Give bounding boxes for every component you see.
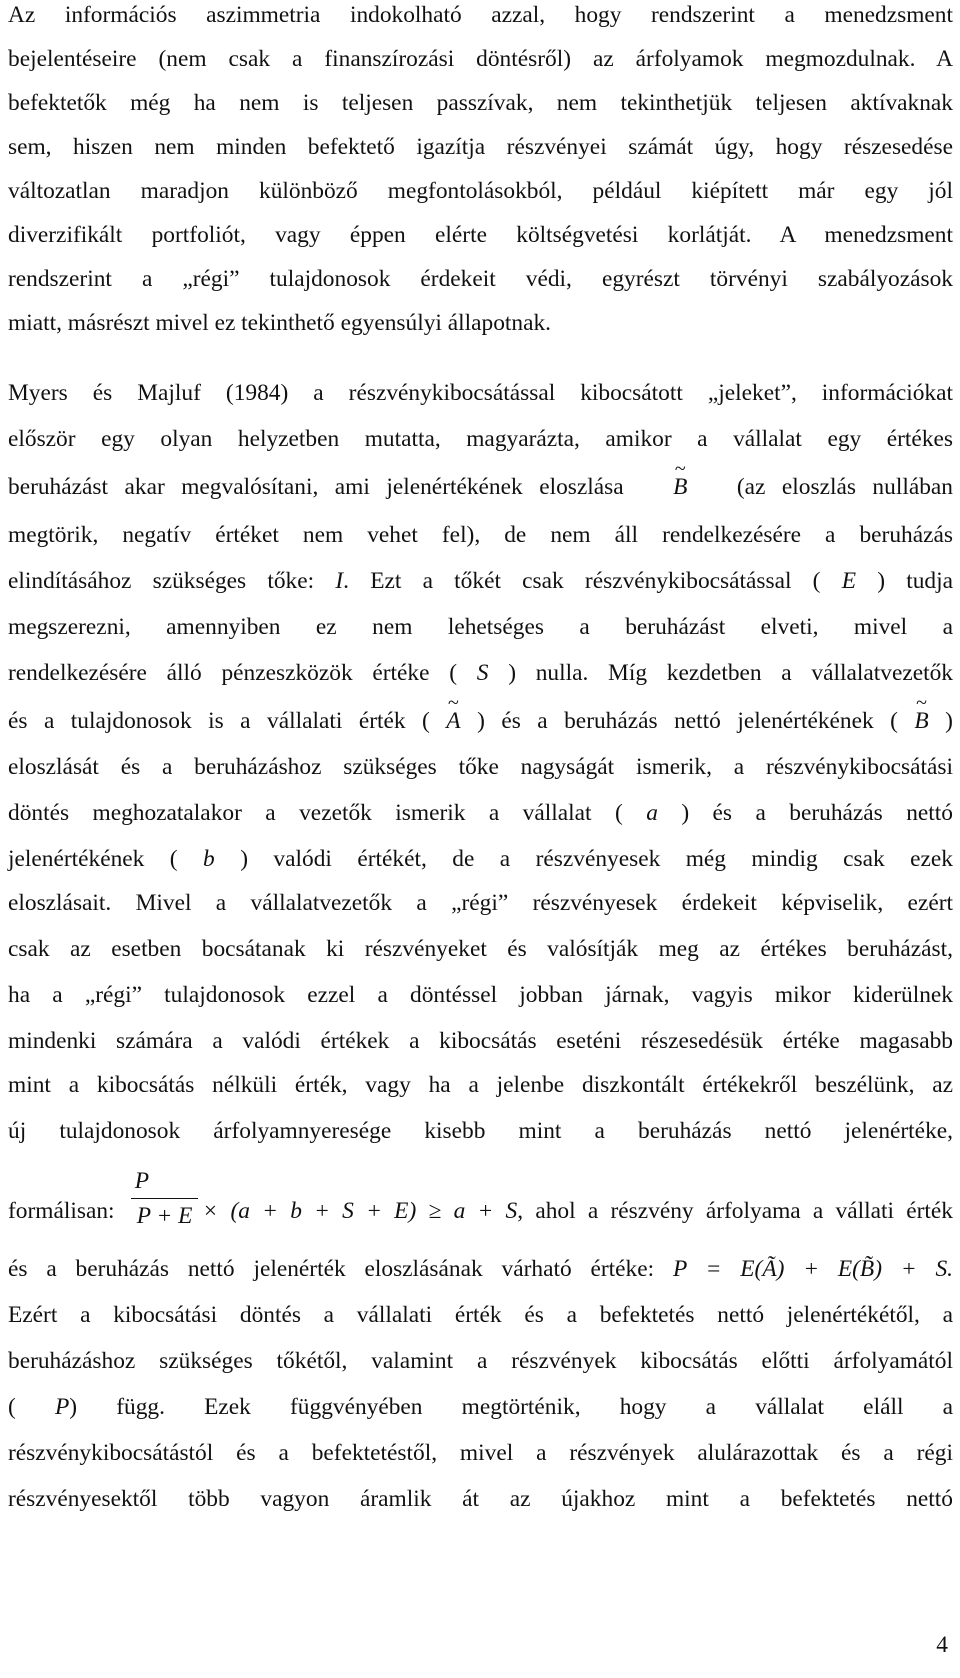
text-line: befektetők még ha nem is teljesen passzívak, nem tekinthetjük teljesen aktívaknak — [8, 90, 953, 116]
text-line: részvénykibocsátástól és a befektetéstől, mivel a részvények alulárazottak és a régi — [8, 1440, 953, 1466]
text-line: rendszerint a „régi” tulajdonosok érdekeit védi, egyrészt törvényi szabályozások — [8, 266, 953, 292]
text-line: változatlan maradjon különböző megfontolásokból, például kiépített már egy jól — [8, 178, 953, 204]
text-line: elindításához szükséges tőke: I. Ezt a tőkét csak részvénykibocsátással ( E ) tudja — [8, 568, 953, 594]
text-line: csak az esetben bocsátanak ki részvényeket és valósítják meg az értékes beruházást, — [8, 936, 953, 962]
text-line: ( P) függ. Ezek függvényében megtörténik, hogy a vállalat eláll a — [8, 1394, 953, 1420]
math-symbol: ~ B — [914, 706, 928, 736]
text-line: új tulajdonosok árfolyamnyeresége kisebb mint a beruházás nettó jelenértéke, — [8, 1118, 953, 1144]
text-line: eloszlásait. Mivel a vállalatvezetők a „régi” részvényesek érdekeit képviselik, ezért — [8, 890, 953, 916]
text-line: mindenki számára a valódi értékek a kibocsátás eseténi részesedésük értéke magasabb — [8, 1028, 953, 1054]
math-symbol: S — [476, 660, 489, 686]
text-line: beruházáshoz szükséges tőkétől, valamint a részvények kibocsátás előtti árfolyamától — [8, 1348, 953, 1374]
math-symbol: E — [841, 568, 856, 594]
text-line: és a beruházás nettó jelenérték eloszlásának várható értéke: P = E(Ã) + E(B̃) + S. — [8, 1256, 953, 1282]
text-line: Myers és Majluf (1984) a részvénykibocsátással kibocsátott „jeleket”, információkat — [8, 380, 953, 406]
text-line: miatt, másrészt mivel ez tekinthető egyensúlyi állapotnak. — [8, 310, 552, 336]
text-line: bejelentéseire (nem csak a finanszírozási döntésről) az árfolyamok megmozdulnak. A — [8, 46, 953, 72]
text-line: döntés meghozatalakor a vezetők ismerik a vállalat ( a ) és a beruházás nettó — [8, 800, 953, 826]
text-line: és a tulajdonosok is a vállalati érték ( ~ A ) és a beruházás nettó jelenértékének ( ~ B ) — [8, 706, 953, 736]
text-line: mint a kibocsátás nélküli érték, vagy ha a jelenbe diszkontált értékekről beszélünk, az — [8, 1072, 953, 1098]
text-line: Az információs aszimmetria indokolható azzal, hogy rendszerint a menedzsment — [8, 2, 953, 28]
text-line: rendelkezésére álló pénzeszközök értéke ( S ) nulla. Míg kezdetben a vállalatvezetők — [8, 660, 953, 686]
expectation-formula: P = E(Ã) + E(B̃) + S. — [672, 1256, 953, 1282]
formula-line: formálisan: $\frac{P}{P + E}$ × (a + b + S + E) ≥ a + S, ahol a részvény árfolyama a vállati érték — [8, 1178, 953, 1238]
text-line: először egy olyan helyzetben mutatta, magyarázta, amikor a vállalat egy értékes — [8, 426, 953, 452]
text-line: ha a „régi” tulajdonosok ezzel a döntéssel jobban járnak, vagyis mikor kiderülnek — [8, 982, 953, 1008]
text-line: részvényesektől több vagyon áramlik át az újakhoz mint a befektetés nettó — [8, 1486, 953, 1512]
text-line: megtörik, negatív értéket nem vehet fel), de nem áll rendelkezésére a beruházás — [8, 522, 953, 548]
text-line: Ezért a kibocsátási döntés a vállalati érték és a befektetés nettó jelenértékétől, a — [8, 1302, 953, 1328]
math-symbol: P — [54, 1394, 70, 1420]
math-symbol: I — [335, 568, 344, 594]
math-symbol: b — [203, 846, 215, 872]
math-symbol: ~ B — [673, 472, 687, 502]
text-line: diverzifikált portfoliót, vagy éppen elérte költségvetési korlátját. A menedzsment — [8, 222, 953, 248]
text-line: jelenértékének ( b ) valódi értékét, de a részvényesek még mindig csak ezek — [8, 846, 953, 872]
text-line: beruházást akar megvalósítani, ami jelenértékének eloszlása ~ B (az eloszlás nullában — [8, 472, 953, 502]
fraction: $\frac{P}{P + E}$ — [131, 1164, 199, 1233]
text-line: megszerezni, amennyiben ez nem lehetséges a beruházást elveti, mivel a — [8, 614, 953, 640]
page-number: 4 — [936, 1632, 948, 1658]
text-line: sem, hiszen nem minden befektető igazítja részvényei számát úgy, hogy részesedése — [8, 134, 953, 160]
math-symbol: ~ A — [446, 706, 460, 736]
math-symbol: a — [646, 800, 658, 826]
text-line: eloszlását és a beruházáshoz szükséges tőke nagyságát ismerik, a részvénykibocsátási — [8, 754, 953, 780]
